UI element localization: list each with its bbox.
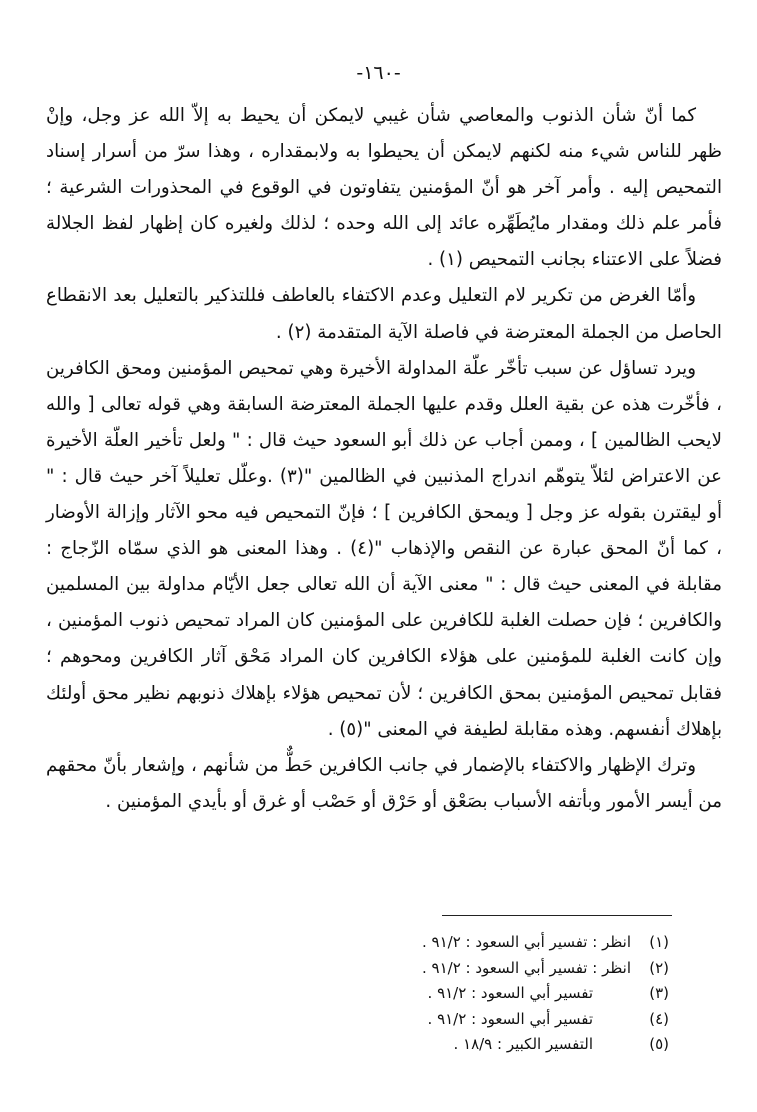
body-text [46,98,722,820]
footnote-item [289,981,669,1007]
footnote-item [289,930,669,956]
footnote-divider [442,915,672,916]
footnote-number: (٢) [649,958,669,977]
footnote-text: انظر : تفسير أبي السعود : ٩١/٢ . [422,933,631,951]
paragraph: كما أنّ شأن الذنوب والمعاصي شأن غيبي لايمكن أن يحيط به إلاّ الله عز وجل، وإنْ ظهر للناس شيء منه لكنهم لايمكن أن يحيطوا به ولابمقداره ، وهذا سرّ من أسرار إسناد التمحيص إليه . وأمر آخر هو أنّ المؤمنين يتفاوتون في الوقوع في المحذورات الشرعية ؛ فأمر علم ذلك ومقدار مايُطَهِّره عائد إلى الله وحده ؛ لذلك ولغيره كان إظهار لفظ الجلالة فضلاً على الاعتناء بجانب التمحيص (١) . [46,105,722,271]
footnote-number: (٤) [649,1009,669,1028]
footnotes-list [289,930,669,1058]
footnote-text: التفسير الكبير : ١٨/٩ . [453,1035,593,1053]
footnote-number: (١) [649,933,669,951]
footnote-item [289,1032,669,1058]
footnote-text: تفسير أبي السعود : ٩١/٢ . [427,1009,593,1028]
footnote-text: انظر : تفسير أبي السعود : ٩١/٢ . [422,958,631,977]
footnote-text: تفسير أبي السعود : ٩١/٢ . [427,984,593,1002]
paragraph: وترك الإظهار والاكتفاء بالإضمار في جانب الكافرين حَطٌّ من شأنهم ، وإشعار بأنّ محقهم من أيسر الأمور وبأتفه الأسباب بصَعْق أو حَرْق أو حَصْب أو غرق أو بأيدي المؤمنين . [46,754,722,812]
footnote-number: (٣) [649,984,669,1002]
page-number: -١٦٠- [356,62,401,84]
paragraph: ويرد تساؤل عن سبب تأخّر علّة المداولة الأخيرة وهي تمحيص المؤمنين ومحق الكافرين ، فأخّرت هذه عن بقية العلل وقدم عليها الجملة المعترضة السابقة وهي قوله تعالى [ والله لايحب الظالمين ] ، وممن أجاب عن ذلك أبو السعود حيث قال : " ولعل تأخير العلّة الأخيرة عن الاعتراض لئلاّ يتوهّم اندراج المذنبين في الظالمين "(٣) .وعلّل تعليلاً آخر حيث قال : " أو ليقترن بقوله عز وجل [ ويمحق الكافرين ] ؛ فإنّ التمحيص فيه محو الآثار وإزالة الأوضار ، كما أنّ المحق عبارة عن النقص والإذهاب "(٤) . وهذا المعنى هو الذي سمّاه الزّجاج : مقابلة في المعنى حيث قال : " معنى الآية أن الله تعالى جعل الأيّام مداولة بين المسلمين والكافرين ؛ فإن حصلت الغلبة للكافرين على المؤمنين كان المراد تمحيص ذنوب المؤمنين ، وإن كانت الغلبة للمؤمنين على هؤلاء الكافرين كان المراد مَحْق آثار الكافرين ومحوهم ؛ فقابل تمحيص المؤمنين بمحق الكافرين ؛ لأن تمحيص هؤلاء بإهلاك ذنوبهم نظير محق أولئك بإهلاك أنفسهم. وهذه مقابلة لطيفة في المعنى "(٥) . [46,357,722,740]
footnote-item [289,1007,669,1033]
footnote-number: (٥) [649,1035,669,1053]
footnote-item [289,956,669,982]
paragraph: وأمّا الغرض من تكرير لام التعليل وعدم الاكتفاء بالعاطف فللتذكير بالتعليل بعد الانقطاع الحاصل من الجملة المعترضة في فاصلة الآية المتقدمة (٢) . [46,285,722,343]
